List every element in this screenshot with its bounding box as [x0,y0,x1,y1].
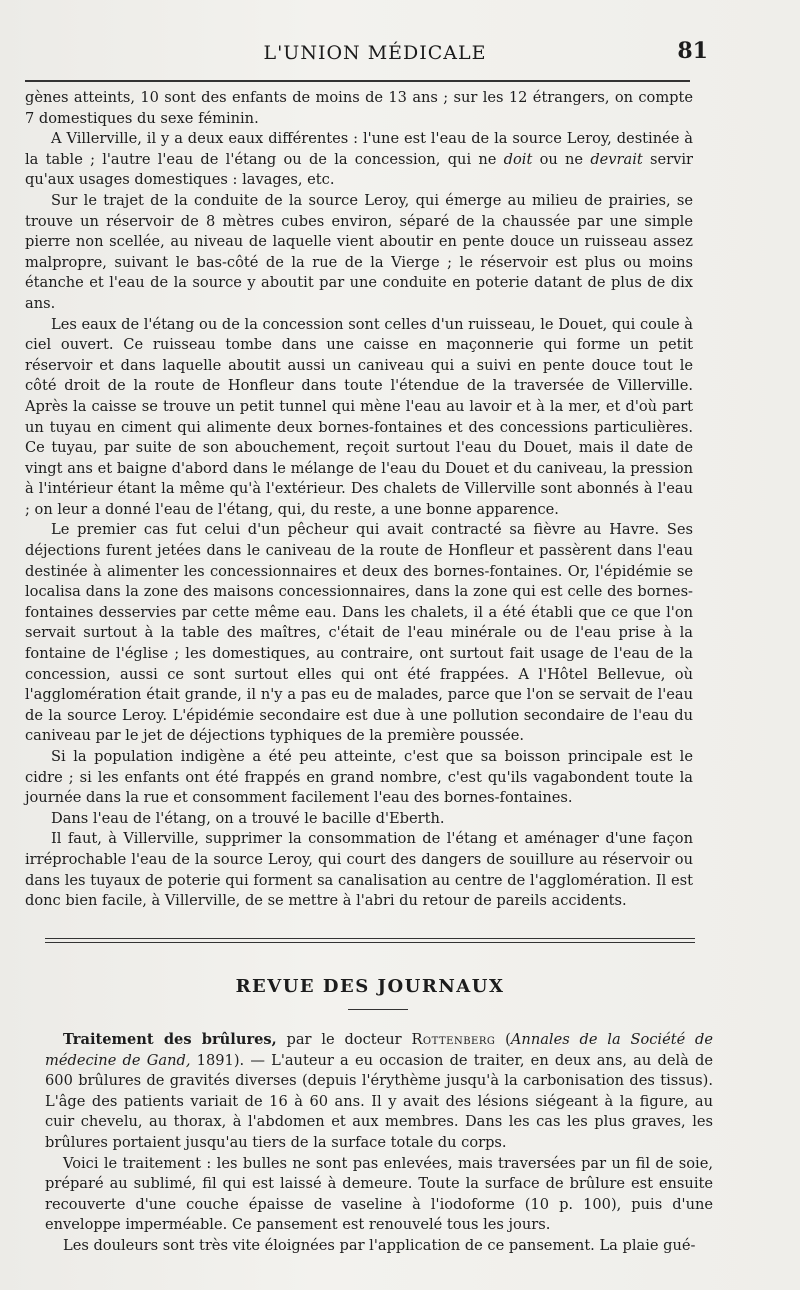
running-title: L'UNION MÉDICALE [263,42,487,64]
review-body [45,1030,713,1257]
paragraph-text: Si la population indigène a été peu atteinte, c'est que sa boisson principale est le cidre ; si les enfants ont été frappés en grand nombre, c'est qu'ils vagabondent toute la journée dans la rue et consomment facilement l'eau des bornes-fontaines. [25,748,693,807]
heading-underline [348,1009,408,1010]
review-article-title: Traitement des brûlures, [63,1031,277,1048]
page-number: 81 [677,38,708,64]
review-journal: Annales de la Société de médecine de Gand, [45,1031,713,1069]
header-rule [25,80,690,82]
review-first-paragraph-text: L'auteur a eu occasion de traiter, en deux ans, au delà de 600 brûlures de gravités diverses (depuis l'érythème jusqu'à la carbonisation des tissus). L'âge des patients variait de 16 à 60 ans. Il y avait des lésions siégeant à la figure, au cuir chevelu, au thorax, à l'abdomen et aux membres. Dans les cas les plus graves, les brûlures portaient jusqu'au tiers de la surface totale du corps. [45,1051,714,1151]
body-paragraph [25,829,693,911]
body-paragraph [25,747,693,809]
section-divider [45,938,695,943]
paragraph-text: Le premier cas fut celui d'un pêcheur qui avait contracté sa fièvre au Havre. Ses déjections furent jetées dans le caniveau de la route de Honfleur et passèrent dans l'eau destinée à alimenter les concessionnaires et deux des bornes-fontaines. Or, l'épidémie se localisa dans la zone des maisons concessionnaires, dans la zone qui est celle des bornes-fontaines desservies par cette même eau. Dans les chalets, il a été établi que ce que l'on servait surtout à la table des maîtres, c'était de l'eau minérale ou de l'eau prise à la fontaine de l'église ; les domestiques, au contraire, ont surtout fait usage de l'eau de la concession, aussi ce sont surtout elles qui ont été frappées. A l'Hôtel Bellevue, où l'agglomération était grande, il n'y a pas eu de malades, parce que l'on se servait de l'eau de la source Leroy. L'épidémie secondaire est due à une pollution secondaire de l'eau du caniveau par le jet de déjections typhiques de la première poussée. [25,521,693,745]
paragraph-text: gènes atteints, 10 sont des enfants de moins de 13 ans ; sur les 12 étrangers, on compte 7 domestiques du sexe féminin. [25,89,693,127]
body-paragraph [25,88,693,129]
review-author: Rottenberg [411,1031,496,1048]
italic-text: doit [503,150,533,168]
paragraph-text: servir qu'aux usages domestiques : lavages, etc. [25,150,693,189]
section-heading: REVUE DES JOURNAUX [235,976,505,997]
paragraph-text: Sur le trajet de la conduite de la source Leroy, qui émerge au milieu de prairies, se trouve un réservoir de 8 mètres cubes environ, séparé de la chaussée par une simple pierre non scellée, au niveau de laquelle vient aboutir en pente douce un ruisseau assez malpropre, suivant le bas-côté de la rue de la Vierge ; le réservoir est plus ou moins étanche et l'eau de la source y aboutit par une conduite en poterie datant de plus de dix ans. [25,191,693,312]
review-open-paren: ( [495,1031,511,1048]
body-paragraph [25,315,693,521]
page-header [40,34,710,74]
article-body [25,88,693,912]
review-by-text: par le docteur [276,1031,412,1048]
body-paragraph [25,809,693,830]
italic-text: devrait [590,150,643,168]
review-first-paragraph [45,1030,713,1154]
review-paragraph: Les douleurs sont très vite éloignées par l'application de ce pansement. La plaie gué- [63,1236,696,1254]
paragraph-text: Les eaux de l'étang ou de la concession sont celles d'un ruisseau, le Douet, qui coule à ciel ouvert. Ce ruisseau tombe dans une caisse en maçonnerie qui forme un petit réservoir et dans laquelle aboutit aussi un caniveau qui a suivi en pente douce tout le côté droit de la route de Honfleur dans toute l'étendue de la traversée de Villerville. Après la caisse se trouve un petit tunnel qui mène l'eau au lavoir et à la mer, et d'où part un tuyau en ciment qui alimente deux bornes-fontaines et des concessions particulières. Ce tuyau, par suite de son abouchement, reçoit surtout l'eau du Douet, mais il date de vingt ans et baigne d'abord dans le mélange de l'eau du Douet et du caniveau, la pression à l'intérieur étant la même qu'à l'extérieur. Des chalets de Villerville sont abonnés à l'eau ; on leur a donné l'eau de l'étang, qui, du reste, a une bonne apparence. [25,315,693,518]
review-year: 1891). — [190,1051,272,1069]
paragraph-text: Dans l'eau de l'étang, on a trouvé le bacille d'Eberth. [51,809,445,827]
paragraph-text: Il faut, à Villerville, supprimer la consommation de l'étang et aménager d'une façon irréprochable l'eau de la source Leroy, qui court des dangers de souillure au réservoir ou dans les tuyaux de poterie qui forment sa canalisation au centre de l'agglomération. Il est donc bien facile, à Villerville, de se mettre à l'abri du retour de pareils accidents. [25,830,693,910]
paragraph-text: ou ne [532,150,591,168]
body-paragraph [25,520,693,747]
review-paragraph: Voici le traitement : les bulles ne sont pas enlevées, mais traversées par un fil de soie, préparé au sublimé, fil qui est laissé à demeure. Toute la surface de brûlure est ensuite recouverte d'une couche épaisse de vaseline à l'iodoforme (10 p. 100), puis d'une enveloppe imperméable. Ce pansement est renouvelé tous les jours. [45,1154,713,1234]
body-paragraph [25,129,693,191]
paragraph-text: A Villerville, il y a deux eaux différentes : l'une est l'eau de la source Leroy, destinée à la table ; l'autre l'eau de l'étang ou de la concession, qui ne [25,130,693,168]
body-paragraph [25,191,693,315]
